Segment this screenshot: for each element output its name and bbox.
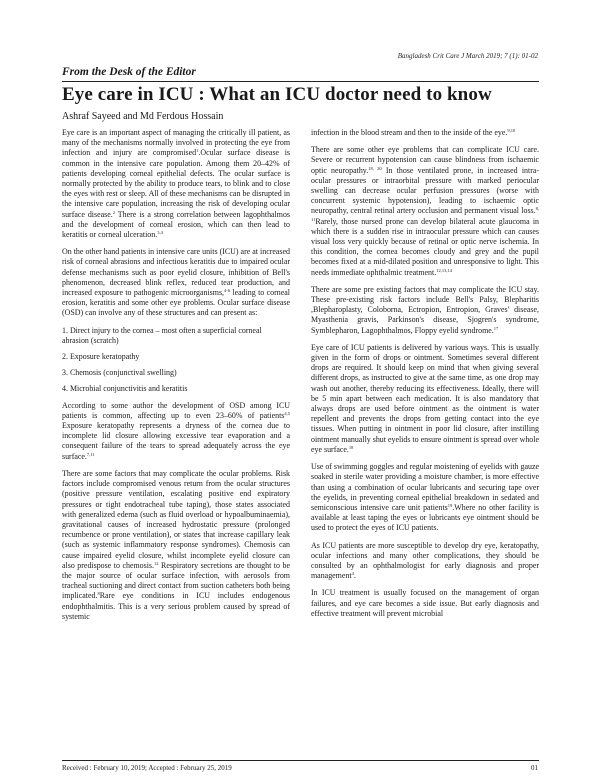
section-label: From the Desk of the Editor (62, 66, 196, 78)
body-paragraph (62, 469, 290, 622)
body-paragraph (311, 285, 539, 336)
paragraph-text: There are some factors that may complicate the ocular problems. Risk factors include compromised venous return from the ocular structures (positive pressure ventilation, escalating positive end expiratory pressures or tight endotracheal tube taping), those states associated with generalized edema (such as fluid overload or hypoalbuminaemia), gravitational causes of increased hydrostatic pressure (prolonged recumbence or prone ventilation), or states that increase capillary leak (such as systemic inflammatory response syndromes). Chemosis can cause impaired eyelid closure, whilst incomplete eyelid closure can also predispose to chemosis. (62, 468, 290, 570)
paragraph-text: Rarely, those nursed prone can develop bilateral acute glaucoma in which there is a sudden rise in intraocular pressure which can causes visual loss very quickly because of retinal or optic nerve ischemia. In this condition, the cornea becomes cloudy and grey and the pupil becomes fixed at a mid-dilated position and unresponsive to light. This needs immediate ophthalmic treatment. (311, 216, 539, 277)
citation-ref: 1 (196, 148, 199, 154)
citation-ref: 8 (97, 591, 100, 597)
paragraph-text: 2. Exposure keratopathy (62, 352, 140, 362)
list-item (62, 352, 290, 362)
paragraph-text: 4. Microbial conjunctivitis and keratitis (62, 384, 188, 394)
citation-ref: 4,5 (284, 410, 290, 416)
citation-ref: 19 (447, 502, 453, 508)
body-paragraph (311, 128, 539, 138)
body-paragraph (311, 343, 539, 455)
body-column-left (62, 128, 290, 629)
article-title: Eye care in ICU : What an ICU doctor need to know (62, 84, 492, 105)
paragraph-text: 1. Direct injury to the cornea – most often a superficial corneal abrasion (scratch) (62, 325, 262, 345)
section-rule (62, 81, 539, 82)
article-authors: Ashraf Sayeed and Md Ferdous Hossain (62, 111, 224, 122)
paragraph-text: There is a strong correlation between lagophthalmos and the development of corneal erosion, which can then lead to keratitis or corneal ulceration. (62, 209, 290, 240)
paragraph-text: .Where no other facility is available at least taping the eyes or lubricants eye ointment should be used to protect the eyes of ICU patients. (311, 502, 540, 533)
body-paragraph (62, 401, 290, 462)
list-item (62, 384, 290, 394)
paragraph-text: On the other hand patients in intensive care units (ICU) are at increased risk of corneal abrasions and infectious keratitis due to impaired ocular defense mechanisms such as poor eyelid closure, inhibition of Bell's phenomenon, decreased blink reflex, reduced tear production, and increased exposure to pathogenic microorganisms, (62, 247, 290, 298)
paragraph-text: There are some pre existing factors that may complicate the ICU stay. These pre-existing risk factors include Bell's Palsy, Blepharitis ,Blepharoplasty, Coloborna, Ectropion, Entropion, Graves' disease, Myasthenia gravis, Parkinson's disease, Sjogren's syndrome, Symblepharon, Lagophthalmos, Floppy eyelid syndrome. (311, 284, 539, 335)
citation-ref: 18 (348, 444, 354, 450)
body-paragraph (62, 247, 290, 318)
paragraph-text: Use of swimming goggles and regular moistening of eyelids with gauze soaked in sterile water providing a moisture chamber, is more effective than using a combination of ocular lubricants and securing tape over the eyelids, in preventing corneal epithelial breakdown in sedated and semiconscious intensive care unit patients (311, 462, 539, 512)
citation-ref: 17 (493, 325, 499, 331)
paragraph-text: leading to corneal erosion, keratitis and some other eye problems. Ocular surface disease (OSD) can involve any of these structures and can present as: (62, 288, 290, 318)
citation-ref: 4 (351, 571, 354, 577)
citation-ref: 18, 20 (368, 165, 382, 171)
list-item (62, 368, 290, 378)
citation-ref: 3,4 (157, 230, 163, 236)
paragraph-text: . (353, 571, 356, 581)
paragraph-text: In those ventilated prone, in increased intra-ocular pressures or intraorbital pressure with marked periocular swelling can decrease ocular perfusion pressures (worse with concurrent systemic hypotension), leading to ischaemic optic neuropathy, central retinal artery occlusion and permanent visual loss. (311, 165, 540, 216)
citation-ref: 2 (112, 209, 115, 215)
body-paragraph (62, 128, 290, 240)
paragraph-text: Eye care is an important aspect of managing the critically ill patient, as many of the mechanisms normally involved in protecting the eye from infection and injury are compromised (62, 128, 290, 158)
paragraph-text: In ICU treatment is usually focused on the management of organ failures, and eye care becomes a side issue. But early diagnosis and effective treatment will prevent microbial (311, 588, 539, 618)
citation-ref: 12 (154, 560, 159, 566)
list-item (62, 326, 290, 346)
body-paragraph (311, 541, 539, 582)
body-column-right (311, 128, 539, 626)
paragraph-text: As ICU patients are more susceptible to develop dry eye, keratopathy, ocular infections and many other complications, they should be consulted by an ophthalmologist for early diagnosis and proper management (311, 540, 539, 581)
body-paragraph (311, 462, 539, 533)
citation-ref: 7,11 (86, 451, 95, 457)
body-paragraph (311, 145, 539, 278)
footer-rule (62, 760, 539, 761)
paragraph-text: According to some author the development of OSD among ICU patients is common, affecting up to even 23–60% of patients (62, 400, 290, 420)
paragraph-text: Exposure keratopathy represents a dryness of the cornea due to incomplete lid closure allowing excessive tear evaporation and a consequent failure of the tears to spread adequately across the eye surface. (62, 421, 290, 461)
journal-reference: Bangladesh Crit Care J March 2019; 7 (1): 01-02 (397, 52, 538, 60)
received-dates: Received : February 10, 2019; Accepted : February 25, 2019 (62, 764, 232, 772)
paragraph-text: infection in the blood stream and then to the inside of the eye. (311, 128, 508, 137)
citation-ref: 9,10 (507, 128, 516, 133)
paragraph-text: Eye care of ICU patients is delivered by various ways. This is usually given in the form of drops or ointment. Sometimes several different drops are required. It should keep on mind that when giving several different drops, as instructed to give at the same time, as one drop may wash out another, thereby reducing its effectiveness. Ideally, there will be 5 min apart between each medication. It is also mandatory that always drops are used before ointment as the ointment is water repellent and prevents the drops from getting contact into the eye tissues. When putting in ointment in poor lid closure, after instilling ointment manually shut eyelids to ensure ointment is spread over whole eye surface. (311, 342, 539, 454)
citation-ref: 8, 11 (311, 206, 539, 222)
citation-ref: 4-6 (224, 288, 231, 294)
paragraph-text: Respiratory secretions are thought to be the major source of ocular surface infection, with aerosols from tracheal suctioning and direct contact from suction catheters both being implicated. (62, 560, 290, 601)
body-paragraph (311, 588, 539, 619)
page-number: 01 (531, 764, 538, 772)
paragraph-text: .Ocular surface disease is common in the intensive care population. Among them 20–42% of patients developing corneal epithelial defects. The ocular surface is normally protected by the ability to produce tears, to blink and to close the eyes with rest or sleep. All of these mechanisms can be disrupted in the intensive care population, increasing the risk of developing ocular surface disease. (62, 148, 290, 219)
citation-ref: 12,13,14 (436, 267, 452, 273)
paragraph-text: There are some other eye problems that can complicate ICU care. Severe or recurrent hypotension can cause blindness from ischaemic optic neuropathy. (311, 145, 539, 175)
paragraph-text: Rare eye conditions in ICU includes endogenous endophthalmitis. This is a very serious problem caused by spread of systemic (62, 591, 290, 621)
paragraph-text: 3. Chemosis (conjunctival swelling) (62, 368, 177, 378)
